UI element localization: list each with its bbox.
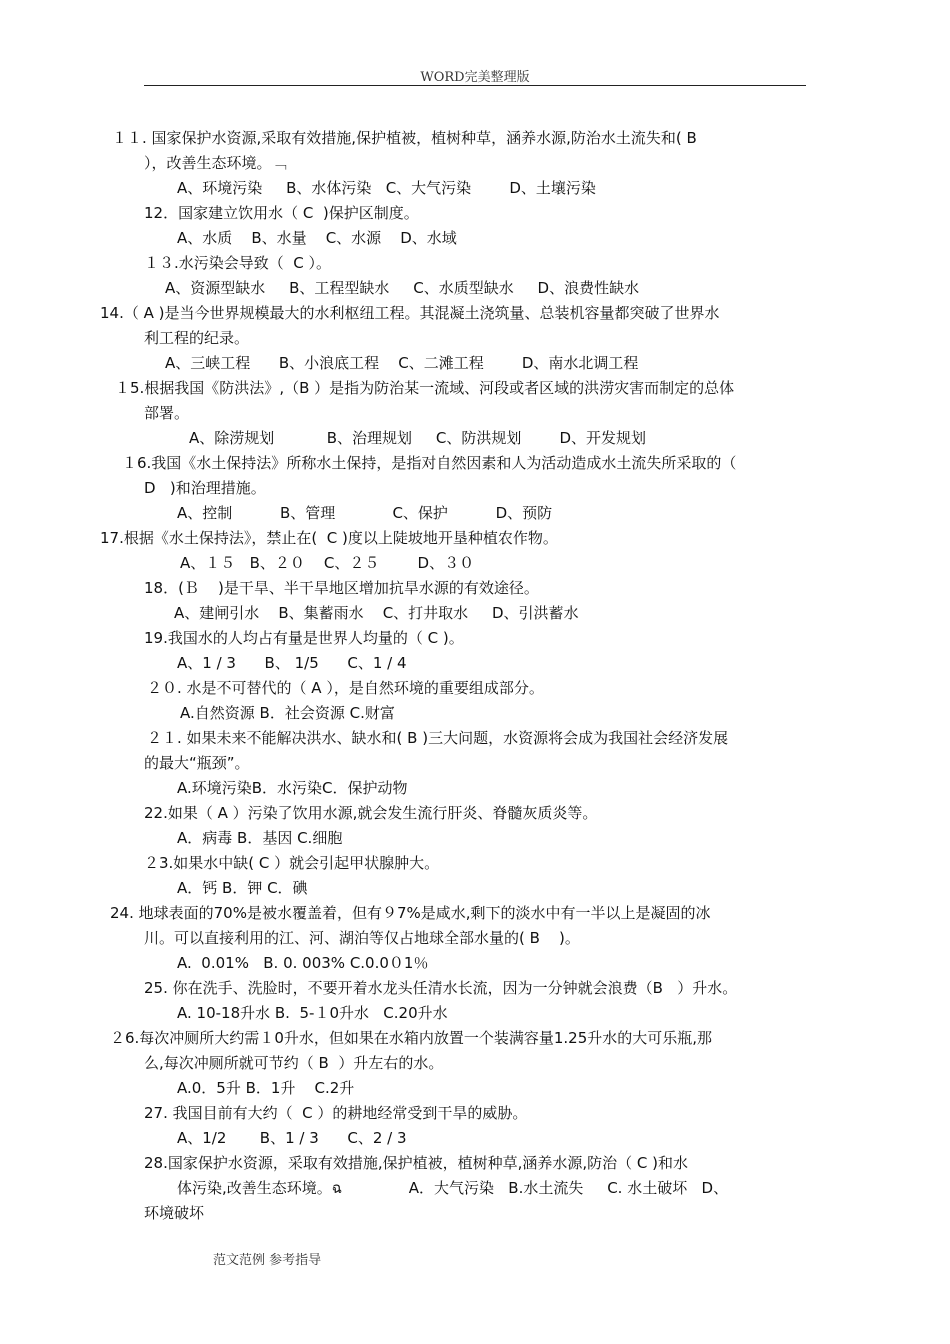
q18-options: A、建闸引水 B、集蓄雨水 C、打井取水 D、引洪蓄水 <box>174 604 579 622</box>
q21-line1: ２１. 如果未来不能解决洪水、缺水和( B )三大问题，水资源将会成为我国社会经济发展 <box>147 729 729 747</box>
q11-options: A、环境污染 B、水体污染 C、大气污染 D、土壤污染 <box>177 179 596 197</box>
q15-line1: １5.根据我国《防洪法》,（B ）是指为防治某一流域、河段或者区域的洪涝灾害而制定的总体 <box>115 379 735 397</box>
q14-options: A、三峡工程 B、小浪底工程 C、二滩工程 D、南水北调工程 <box>165 354 639 372</box>
q15-line2: 部署。 <box>144 404 190 422</box>
q19-options: A、1 / 3 B、 1/5 C、1 / 4 <box>177 654 407 672</box>
q27-line: 27. 我国目前有大约（ C ）的耕地经常受到干旱的威胁。 <box>144 1104 528 1122</box>
q12-options: A、水质 B、水量 C、水源 D、水域 <box>177 229 457 247</box>
q22-options: A．病毒 B．基因 C.细胞 <box>177 829 343 847</box>
q11-line2: ），改善生态环境。﹁ <box>144 154 287 172</box>
q11-line1: １１. 国家保护水资源,采取有效措施,保护植被，植树种草，涵养水源,防治水土流失和( B <box>112 129 697 147</box>
q23-line: ２3.如果水中缺( C ）就会引起甲状腺肿大。 <box>144 854 440 872</box>
q26-line1: ２6.每次冲厕所大约需１0升水，但如果在水箱内放置一个装满容量1.25升水的大可乐瓶,那 <box>110 1029 713 1047</box>
q15-options: A、除涝规划 B、治理规划 C、防洪规划 D、开发规划 <box>189 429 647 447</box>
q23-options: A．钙 B．钾 C．碘 <box>177 879 308 897</box>
q25-line: 25. 你在洗手、洗脸时，不要开着水龙头任清水长流，因为一分钟就会浪费（B ）升水。 <box>144 979 738 997</box>
q16-options: A、控制 B、管理 C、保护 D、预防 <box>177 504 553 522</box>
page-footer: 范文范例 参考指导 <box>213 1253 322 1268</box>
q16-line2: D )和治理措施。 <box>144 479 266 497</box>
q20-line: ２０. 水是不可替代的（ A ），是自然环境的重要组成部分。 <box>147 679 544 697</box>
q22-line: 22.如果（ A ）污染了饮用水源,就会发生流行肝炎、脊髓灰质炎等。 <box>144 804 598 822</box>
q24-options: A. 0.01% B. 0. 003% C.0.0０1％ <box>177 954 429 972</box>
q14-line1: 14.（ A )是当今世界规模最大的水利枢纽工程。其混凝土浇筑量、总装机容量都突破了世界水 <box>100 304 720 322</box>
q13-options: A、资源型缺水 B、工程型缺水 C、水质型缺水 D、浪费性缺水 <box>165 279 640 297</box>
q17-options: A、１５ B、２０ C、２５ D、３０ <box>180 554 475 572</box>
q20-options: A.自然资源 B．社会资源 C.财富 <box>180 704 395 722</box>
q27-options: A、1/2 B、1 / 3 C、2 / 3 <box>177 1129 407 1147</box>
q16-line1: １6.我国《水土保持法》所称水土保持，是指对自然因素和人为活动造成水土流失所采取的（ <box>122 454 737 472</box>
q21-options: A.环境污染B．水污染C．保护动物 <box>177 779 408 797</box>
q13-line: １３.水污染会导致（ C ）。 <box>144 254 332 272</box>
q28-line2: 体污染,改善生态环境。ฉ A．大气污染 B.水土流失 C. 水土破坏 D、 <box>177 1179 729 1197</box>
q25-options: A. 10-18升水 B. 5-１0升水 C.20升水 <box>177 1004 448 1022</box>
page-header: WORD完美整理版 <box>420 70 530 85</box>
q24-line2: 川。可以直接利用的江、河、湖泊等仅占地球全部水量的( B )。 <box>144 929 580 947</box>
q21-line2: 的最大“瓶颈”。 <box>144 754 250 772</box>
q12-line: 12．国家建立饮用水（ C )保护区制度。 <box>144 204 419 222</box>
q26-line2: 么,每次冲厕所就可节约（ B ）升左右的水。 <box>144 1054 444 1072</box>
header-rule <box>144 85 806 86</box>
q14-line2: 利工程的纪录。 <box>144 329 250 347</box>
q26-options: A.0．5升 B．1升 C.2升 <box>177 1079 355 1097</box>
q28-line1: 28.国家保护水资源，采取有效措施,保护植被，植树种草,涵养水源,防治（ C )和水 <box>144 1154 689 1172</box>
q28-line3: 环境破坏 <box>144 1204 205 1222</box>
q19-line: 19.我国水的人均占有量是世界人均量的（ C )。 <box>144 629 464 647</box>
q17-line: 17.根据《水土保持法》，禁止在( C )度以上陡坡地开垦种植农作物。 <box>100 529 558 547</box>
q24-line1: 24. 地球表面的70%是被水覆盖着，但有９7%是咸水,剩下的淡水中有一半以上是凝固的冰 <box>110 904 711 922</box>
q18-line: 18．(Ｂ )是干旱、半干旱地区增加抗旱水源的有效途径。 <box>144 579 539 597</box>
